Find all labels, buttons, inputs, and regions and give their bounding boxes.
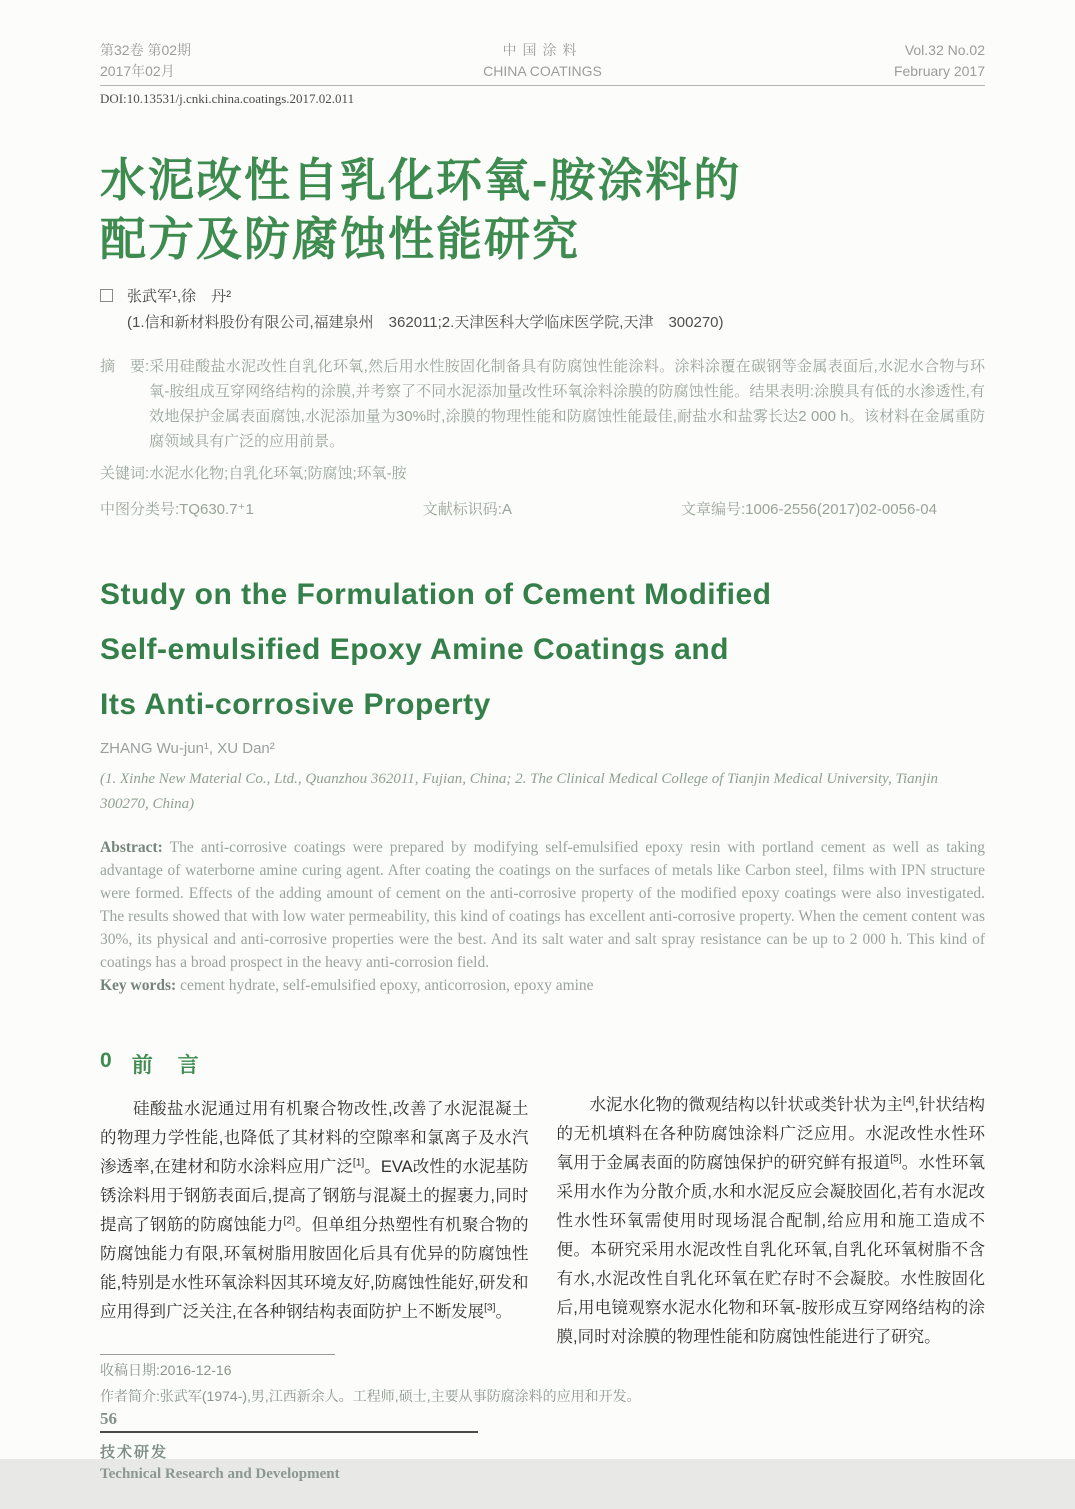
author-square-icon bbox=[100, 289, 113, 302]
paragraph-intro-right: 水泥水化物的微观结构以针状或类针状为主[4],针状结构的无机填料在各种防腐蚀涂料广泛应用。水泥改性水性环氧用于金属表面的防腐蚀保护的研究鲜有报道[5]。水性环氧采用水作为分散介质,水和水泥反应会凝胶固化,若有水泥改性水性环氧需使用时现场混合配制,给应用和施工造成不便。本研究采用水泥改性自乳化环氧,自乳化环氧树脂不含有水,水泥改性自乳化环氧在贮存时不会凝胶。水性胺固化后,用电镜观察水泥水化物和环氧-胺形成互穿网络结构的涂膜,同时对涂膜的物理性能和防腐蚀性能进行了研究。 bbox=[556, 1095, 986, 1346]
body-columns bbox=[100, 1091, 985, 1352]
abstract-cn bbox=[100, 354, 985, 454]
received-date: 收稿日期:2016-12-16 bbox=[100, 1362, 232, 1378]
clc-number: 中图分类号:TQ630.7⁺1 bbox=[100, 501, 254, 518]
volume-issue-cn: 第32卷 第02期 bbox=[100, 42, 192, 58]
page-number: 56 bbox=[100, 1409, 117, 1428]
article-title-cn bbox=[100, 151, 985, 269]
document-code: 文献标识码:A bbox=[422, 501, 512, 518]
abstract-en bbox=[100, 836, 985, 974]
author-bio: 作者简介:张武军(1974-),男,江西新余人。工程师,硕士,主要从事防腐涂料的应用和开发。 bbox=[100, 1388, 641, 1404]
section-0-number: 0 bbox=[100, 1049, 114, 1072]
article-id: 文章编号:1006-2556(2017)02-0056-04 bbox=[680, 501, 937, 518]
keywords-en-text: cement hydrate, self-emulsified epoxy, anticorrosion, epoxy amine bbox=[180, 977, 594, 994]
keywords-en bbox=[100, 974, 985, 997]
section-0-heading bbox=[100, 1049, 985, 1079]
abstract-en-text: The anti-corrosive coatings were prepared by modifying self-emulsified epoxy resin with portland cement as well as taking advantage of waterborne amine curing agent. After coating the coatings on the surfaces of metals like Carbon steel, films with IPN structure were formed. Effects of the adding amount of cement on the anti-corrosive property of the modified epoxy coatings were also investigated. The results showed that with low water permeability, this kind of coatings has excellent anti-corrosive property. When the cement content was 30%, its physical and anti-corrosive properties were the best. And its salt water and salt spray resistance can be up to 2 000 h. This kind of coatings has a broad prospect in the heavy anti-corrosion field. bbox=[100, 839, 985, 971]
footer-divider bbox=[100, 1431, 478, 1433]
column-left bbox=[100, 1091, 529, 1352]
keywords-cn-label: 关键词: bbox=[100, 465, 150, 482]
affiliation-cn: (1.信和新材料股份有限公司,福建泉州 362011;2.天津医科大学临床医学院,天津 300270) bbox=[127, 314, 724, 331]
abstract-cn-text: 采用硅酸盐水泥改性自乳化环氧,然后用水性胺固化制备具有防腐蚀性能涂料。涂料涂覆在碳钢等金属表面后,水泥水合物与环氧-胺组成互穿网络结构的涂膜,并考察了不同水泥添加量改性环氧涂料涂膜的防腐蚀性能。结果表明:涂膜具有低的水渗透性,有效地保护金属表面腐蚀,水泥添加量为30%时,涂膜的物理性能和防腐蚀性能最佳,耐盐水和盐雾长达2 000 h。该材料在金属重防腐领域具有广泛的应用前景。 bbox=[149, 358, 985, 450]
author-names-cn: 张武军¹,徐 丹² bbox=[127, 288, 232, 305]
title-en-line2: Self-emulsified Epoxy Amine Coatings and bbox=[100, 633, 729, 666]
header-divider bbox=[100, 85, 985, 86]
volume-issue-en: Vol.32 No.02 bbox=[904, 42, 985, 58]
footnotes bbox=[100, 1354, 985, 1409]
date-cn: 2017年02月 bbox=[100, 63, 175, 79]
page-footer bbox=[100, 1409, 985, 1509]
keywords-cn-text: 水泥水化物;自乳化环氧;防腐蚀;环氧-胺 bbox=[149, 465, 407, 482]
footnote-divider bbox=[100, 1354, 335, 1355]
abstract-en-label: Abstract: bbox=[100, 839, 163, 856]
title-en-line1: Study on the Formulation of Cement Modified bbox=[100, 578, 772, 611]
journal-header bbox=[100, 40, 985, 82]
keywords-cn bbox=[100, 462, 985, 486]
authors-en: ZHANG Wu-jun¹, XU Dan² bbox=[100, 740, 275, 757]
title-en-line3: Its Anti-corrosive Property bbox=[100, 688, 491, 721]
abstract-cn-label: 摘 要: bbox=[100, 358, 150, 375]
column-title-en: Technical Research and Development bbox=[100, 1466, 340, 1482]
journal-name-en: CHINA COATINGS bbox=[483, 63, 602, 79]
paragraph-intro-left: 硅酸盐水泥通过用有机聚合物改性,改善了水泥混凝土的物理力学性能,也降低了其材料的空隙率和氯离子及水汽渗透率,在建材和防水涂料应用广泛[1]。EVA改性的水泥基防锈涂料用于钢筋表面后,提高了钢筋与混凝土的握裹力,同时提高了钢筋的防腐蚀能力[2]。但单组分热塑性有机聚合物的防腐蚀能力有限,环氧树脂用胺固化后具有优异的防腐蚀性能,特别是水性环氧涂料因其环境友好,防腐蚀性能好,研发和应用得到广泛关注,在各种钢结构表面防护上不断发展[3]。 bbox=[100, 1100, 529, 1321]
keywords-en-label: Key words: bbox=[100, 977, 177, 994]
authors-cn bbox=[100, 285, 985, 306]
section-0-title: 前 言 bbox=[131, 1054, 201, 1077]
article-title-en bbox=[100, 567, 985, 732]
journal-name-cn: 中国涂料 bbox=[502, 42, 583, 58]
header-right bbox=[894, 40, 985, 82]
header-left bbox=[100, 40, 191, 82]
title-cn-line1: 水泥改性自乳化环氧-胺涂料的 bbox=[100, 154, 742, 206]
doi-line: DOI:10.13531/j.cnki.china.coatings.2017.02.011 bbox=[100, 91, 355, 106]
affiliation-en: (1. Xinhe New Material Co., Ltd., Quanzhou 362011, Fujian, China; 2. The Clinical Medical College of Tianjin Medical University, Tianjin 300270, China) bbox=[100, 771, 939, 812]
column-title-cn: 技术研发 bbox=[100, 1444, 169, 1461]
classification-row bbox=[100, 498, 985, 519]
column-right bbox=[557, 1091, 986, 1352]
title-cn-line2: 配方及防腐蚀性能研究 bbox=[100, 213, 580, 265]
date-en: February 2017 bbox=[893, 63, 985, 79]
header-center bbox=[483, 40, 602, 82]
